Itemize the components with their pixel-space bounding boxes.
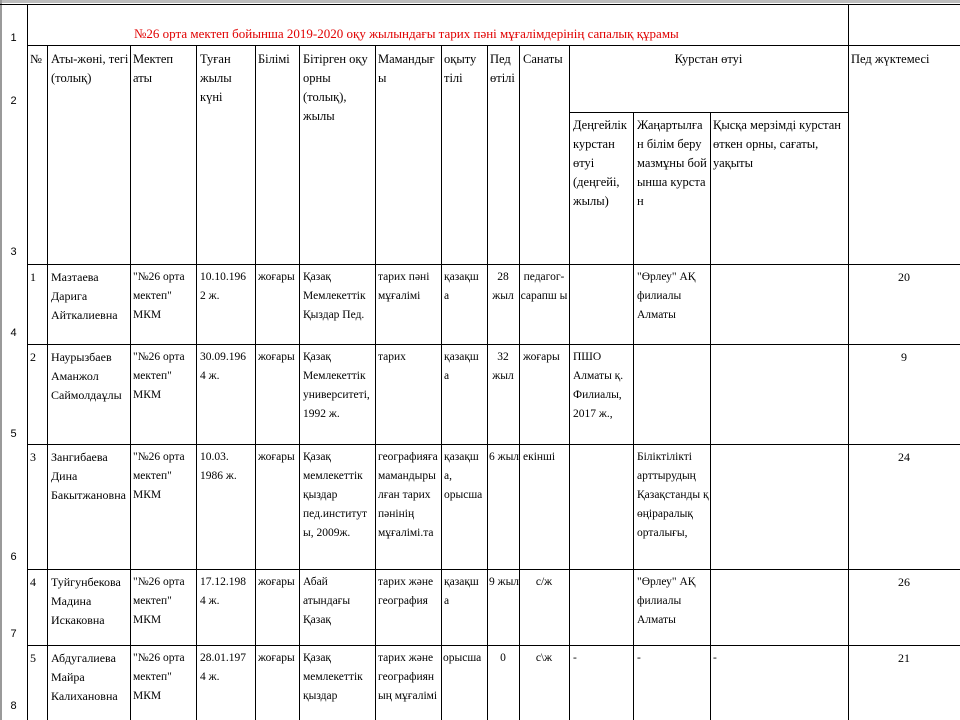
cell-birth[interactable]: 30.09.196 4 ж. <box>200 351 246 382</box>
cell-language[interactable]: орысша <box>443 652 482 664</box>
cell-school[interactable]: "№26 орта мектеп" МКМ <box>133 451 185 501</box>
cell-num[interactable]: 2 <box>30 350 36 364</box>
header-graduated: Бітірген оқу орны (толық), жылы <box>303 52 368 123</box>
cell-num[interactable]: 1 <box>30 270 36 284</box>
cell-school[interactable]: "№26 орта мектеп" МКМ <box>133 576 185 626</box>
cell-workload[interactable]: 9 <box>901 350 907 364</box>
cell-experience[interactable]: 0 <box>500 652 506 664</box>
header-category: Санаты <box>523 52 563 66</box>
cell-specialty[interactable]: тарих және географиян ың мұғалімі <box>378 652 438 702</box>
cell-language[interactable]: қазақш а, орысша <box>444 451 483 501</box>
header-workload: Пед жүктемесі <box>851 52 930 66</box>
cell-workload[interactable]: 21 <box>898 651 910 665</box>
cell-graduated[interactable]: Қазақ мемлекеттік қыздар <box>303 652 363 702</box>
cell-name[interactable]: Туйгунбекова Мадина Искаковна <box>51 575 121 627</box>
cell-num[interactable]: 4 <box>30 575 36 589</box>
cell-course-short[interactable] <box>713 448 847 569</box>
cell-experience[interactable]: 32 жыл <box>492 351 514 382</box>
cell-course-level[interactable] <box>573 268 632 344</box>
cell-education[interactable]: жоғары <box>258 271 295 283</box>
cell-language[interactable]: қазақш а <box>444 576 479 607</box>
cell-course-update[interactable]: - <box>637 652 641 664</box>
cell-school[interactable]: "№26 орта мектеп" МКМ <box>133 652 185 702</box>
row-number[interactable]: 8 <box>10 700 17 712</box>
header-name: Аты-жөні, тегі (толық) <box>51 52 129 85</box>
cell-course-short[interactable] <box>713 268 847 344</box>
header-school: Мектеп аты <box>133 52 174 85</box>
cell-experience[interactable]: 28 жыл <box>492 271 514 302</box>
header-specialty: Мамандығы <box>378 52 435 85</box>
sheet-top-edge <box>0 0 960 3</box>
cell-education[interactable]: жоғары <box>258 576 295 588</box>
cell-graduated[interactable]: Абай атындағы Қазақ <box>303 576 351 626</box>
header-course-short: Қысқа мерзімді курстан өткен орны, сағаты, уақыты <box>713 118 841 170</box>
cell-category[interactable]: с\ж <box>535 652 553 664</box>
cell-birth[interactable]: 17.12.198 4 ж. <box>200 576 246 607</box>
cell-category[interactable]: с/ж <box>535 576 553 588</box>
header-language: оқыту тілі <box>444 52 477 85</box>
sheet-title: №26 орта мектеп бойынша 2019-2020 оқу жылындағы тарих пәні мұғалімдерінің сапалық құрамы <box>134 26 679 41</box>
cell-specialty[interactable]: тарих және география <box>378 576 434 607</box>
cell-language[interactable]: қазақш а <box>444 271 479 302</box>
row-number[interactable]: 6 <box>10 551 17 563</box>
cell-workload[interactable]: 26 <box>898 575 910 589</box>
cell-school[interactable]: "№26 орта мектеп" МКМ <box>133 351 185 401</box>
header-course-update: Жаңартылған білім беру мазмұны бойынша курстан <box>637 118 707 208</box>
cell-birth[interactable]: 28.01.197 4 ж. <box>200 652 246 683</box>
row-number-column <box>0 0 27 720</box>
cell-course-update[interactable] <box>637 348 709 444</box>
cell-course-level[interactable] <box>573 573 632 645</box>
cell-specialty[interactable]: тарих <box>378 351 406 363</box>
cell-name[interactable]: Мазтаева Дарига Айткалиевна <box>51 270 118 322</box>
cell-name[interactable]: Наурызбаев Аманжол Саймолдаұлы <box>51 350 122 402</box>
cell-name[interactable]: Абдугалиева Майра Калихановна <box>51 651 118 703</box>
cell-birth[interactable]: 10.10.196 2 ж. <box>200 271 246 302</box>
cell-experience[interactable]: 6 жыл <box>489 451 519 463</box>
cell-course-update[interactable]: Біліктілікті арттырудың Қазақстанды қ өңіраралық орталығы, <box>637 451 709 539</box>
cell-education[interactable]: жоғары <box>258 351 295 363</box>
cell-specialty[interactable]: географияға мамандыры лған тарих пәнінің мұғалімі.та <box>378 451 438 539</box>
header-experience: Пед өтілі <box>490 52 515 85</box>
cell-course-level[interactable] <box>573 448 632 569</box>
cell-course-update[interactable]: "Өрлеу" АҚ филиалы Алматы <box>637 576 696 626</box>
cell-graduated[interactable]: Қазақ Мемлекеттік университеті, 1992 ж. <box>303 351 370 420</box>
cell-school[interactable]: "№26 орта мектеп" МКМ <box>133 271 185 321</box>
header-birth: Туған жылы күні <box>200 52 232 104</box>
cell-graduated[interactable]: Қазақ мемлекеттік қыздар пед.институт ы, 2009ж. <box>303 451 368 539</box>
cell-course-short[interactable]: - <box>713 652 717 664</box>
cell-course-short[interactable] <box>713 573 847 645</box>
header-courses: Курстан өтуі <box>674 52 743 66</box>
cell-specialty[interactable]: тарих пәні мұғалімі <box>378 271 430 302</box>
cell-language[interactable]: қазақш а <box>444 351 479 382</box>
header-education: Білімі <box>258 52 290 66</box>
header-num: № <box>30 52 42 66</box>
cell-birth[interactable]: 10.03. 1986 ж. <box>200 451 237 482</box>
row-number[interactable]: 3 <box>10 246 17 258</box>
cell-name[interactable]: Зангибаева Дина Бакытжановна <box>51 450 126 502</box>
cell-course-level[interactable]: - <box>573 652 577 664</box>
cell-num[interactable]: 5 <box>30 651 36 665</box>
cell-education[interactable]: жоғары <box>258 451 295 463</box>
cell-workload[interactable]: 20 <box>898 270 910 284</box>
cell-graduated[interactable]: Қазақ Мемлекеттік Қыздар Пед. <box>303 271 366 321</box>
cell-category[interactable]: жоғары <box>523 351 560 363</box>
cell-course-update[interactable]: "Өрлеу" АҚ филиалы Алматы <box>637 271 696 321</box>
cell-workload[interactable]: 24 <box>898 450 910 464</box>
cell-course-short[interactable] <box>713 348 847 444</box>
row-number[interactable]: 5 <box>10 428 17 440</box>
header-course-level: Деңгейлік курстан өтуі (деңгейі, жылы) <box>573 118 627 208</box>
row-number[interactable]: 4 <box>10 327 17 339</box>
row-number[interactable]: 7 <box>10 628 17 640</box>
row-number[interactable]: 1 <box>10 32 17 44</box>
cell-num[interactable]: 3 <box>30 450 36 464</box>
cell-experience[interactable]: 9 жыл <box>489 576 519 588</box>
row-number[interactable]: 2 <box>10 95 17 107</box>
cell-category[interactable]: екінші <box>523 451 556 463</box>
cell-education[interactable]: жоғары <box>258 652 295 664</box>
cell-category[interactable]: педагог- сарапш ы <box>520 271 568 302</box>
cell-course-level[interactable]: ПШО Алматы қ. Филиалы, 2017 ж., <box>573 351 624 420</box>
